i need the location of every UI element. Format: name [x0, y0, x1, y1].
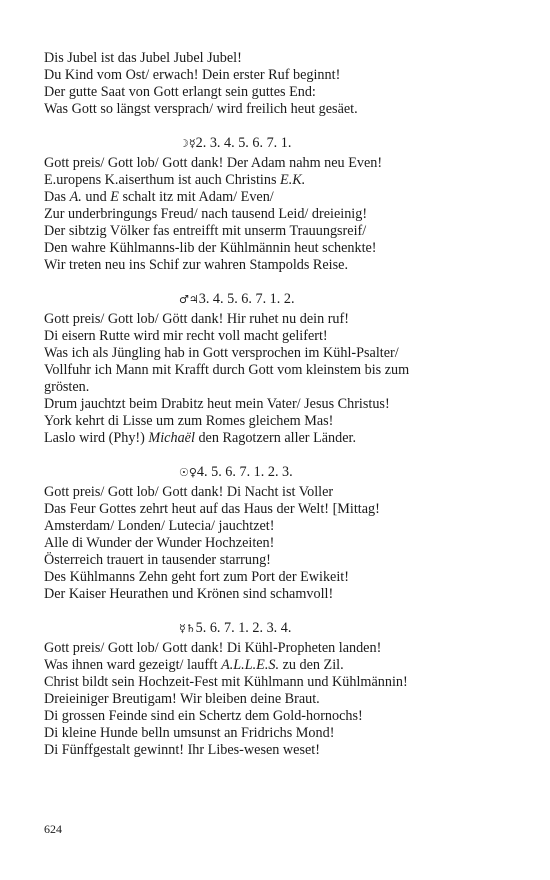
verse-line: Was ihnen ward gezeigt/ laufft A.L.L.E.S. zu den Zil.: [44, 657, 344, 673]
verse-line: Der Kaiser Heurathen und Krönen sind schamvoll!: [44, 586, 334, 602]
verse-line: Gott preis/ Gott lob/ Gott dank! Di Nacht ist Voller: [44, 484, 334, 500]
verse-line: Des Kühlmanns Zehn geht fort zum Port der Ewikeit!: [44, 569, 349, 585]
verse-line: Vollfuhr ich Mann mit Krafft durch Gott vom kleinstem bis zum: [44, 362, 410, 378]
page-number: 624: [44, 822, 62, 836]
verse-line: Di grossen Feinde sind ein Schertz dem Gold-hornochs!: [44, 708, 363, 724]
poem-page: [44, 50, 514, 759]
verse-line: Was ich als Jüngling hab in Gott versprochen im Kühl-Psalter/: [44, 345, 399, 361]
verse-line: Gott preis/ Gott lob/ Gott dank! Der Adam nahm neu Even!: [44, 155, 383, 171]
verse-line: Österreich trauert in tausender starrung!: [44, 552, 271, 568]
stanza-heading: [44, 135, 514, 152]
verse-line: Den wahre Kühlmanns-lib der Kühlmännin heut schenkte!: [44, 240, 377, 256]
verse-line: York kehrt di Lisse um zum Romes gleichem Mas!: [44, 413, 334, 429]
verse-line: Di Fünffgestalt gewinnt! Ihr Libes-wesen weset!: [44, 742, 320, 758]
verse-line: Der sibtzig Völker fas entreifft mit unserm Trauungsreif/: [44, 223, 367, 239]
verse-line: Gott preis/ Gott lob/ Gött dank! Hir ruhet nu dein ruf!: [44, 311, 349, 327]
stanza-3: [44, 464, 514, 603]
verse-line: Alle di Wunder der Wunder Hochzeiten!: [44, 535, 275, 551]
verse-line: E.uropens K.aiserthum ist auch Christins E.K.: [44, 172, 306, 188]
stanza-4: [44, 620, 514, 759]
verse-line: Dis Jubel ist das Jubel Jubel Jubel!: [44, 50, 242, 66]
verse-line: grösten.: [44, 379, 90, 395]
stanza-heading: [44, 464, 514, 481]
verse-line: Dreieiniger Breutigam! Wir bleiben deine Braut.: [44, 691, 320, 707]
verse-line: Wir treten neu ins Schif zur wahren Stampolds Reise.: [44, 257, 348, 273]
stanza-heading: [44, 620, 514, 637]
day-sequence: 5. 6. 7. 1. 2. 3. 4.: [195, 620, 292, 636]
stanza-1: [44, 135, 514, 274]
day-sequence: 3. 4. 5. 6. 7. 1. 2.: [198, 291, 295, 307]
verse-line: Du Kind vom Ost/ erwach! Dein erster Ruf beginnt!: [44, 67, 341, 83]
planet-symbols: ♂♃: [179, 293, 199, 306]
verse-line: Drum jauchtzt beim Drabitz heut mein Vater/ Jesus Christus!: [44, 396, 390, 412]
stanza-2: [44, 291, 514, 447]
verse-line: Das A. und E schalt itz mit Adam/ Even/: [44, 189, 274, 205]
day-sequence: 4. 5. 6. 7. 1. 2. 3.: [196, 464, 293, 480]
verse-line: Das Feur Gottes zehrt heut auf das Haus der Welt! [Mittag!: [44, 501, 380, 517]
stanza-intro: [44, 50, 514, 118]
planet-symbols: ☽☿: [179, 137, 196, 150]
planet-symbols: ☿♄: [179, 622, 196, 635]
verse-line: Zur underbringungs Freud/ nach tausend Leid/ dreieinig!: [44, 206, 368, 222]
stanza-heading: [44, 291, 514, 308]
planet-symbols: ☉♀: [179, 466, 197, 479]
verse-line: Di eisern Rutte wird mir recht voll macht gelifert!: [44, 328, 328, 344]
verse-line: Amsterdam/ Londen/ Lutecia/ jauchtzet!: [44, 518, 275, 534]
verse-line: Der gutte Saat von Gott erlangt sein guttes End:: [44, 84, 316, 100]
verse-line: Was Gott so längst versprach/ wird freilich heut gesäet.: [44, 101, 358, 117]
verse-line: Christ bildt sein Hochzeit-Fest mit Kühlmann und Kühlmännin!: [44, 674, 408, 690]
verse-line: Gott preis/ Gott lob/ Gott dank! Di Kühl-Propheten landen!: [44, 640, 382, 656]
verse-line: Di kleine Hunde belln umsunst an Fridrichs Mond!: [44, 725, 335, 741]
verse-line: Laslo wird (Phy!) Michaël den Ragotzern aller Länder.: [44, 430, 357, 446]
day-sequence: 2. 3. 4. 5. 6. 7. 1.: [195, 135, 292, 151]
